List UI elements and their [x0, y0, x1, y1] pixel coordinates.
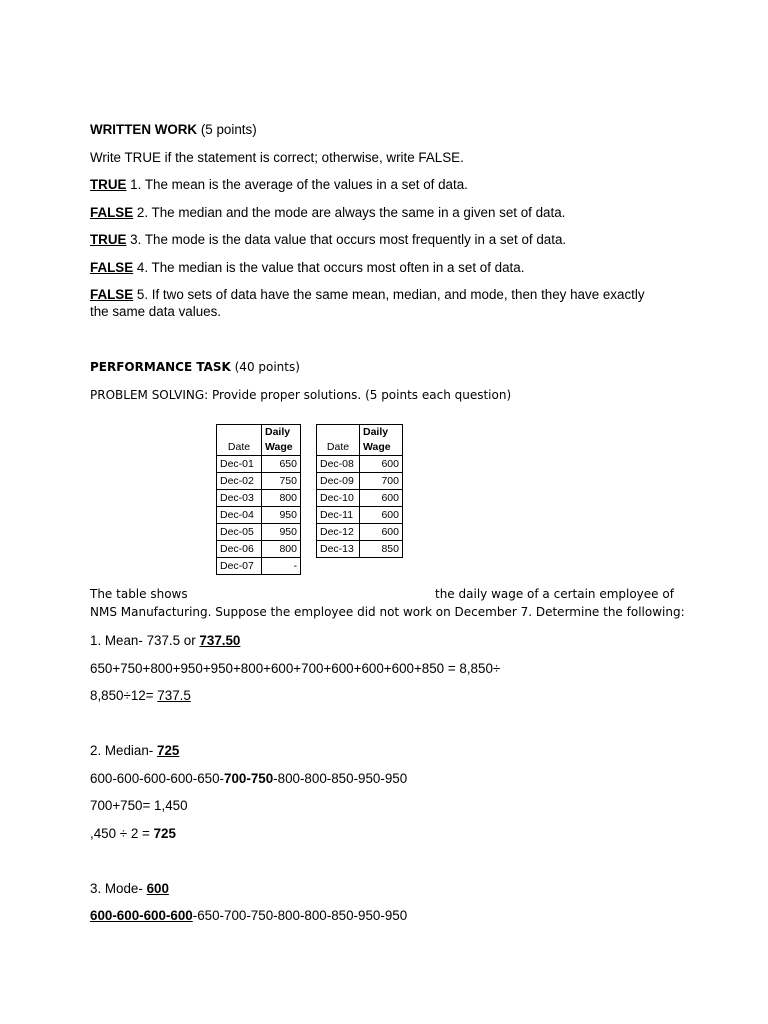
wage-table-right — [316, 424, 403, 558]
performance-task-points: (40 points) — [230, 360, 300, 374]
answer-2: FALSE — [90, 205, 134, 220]
cell-wage: 600 — [360, 524, 403, 541]
written-work-points: (5 points) — [197, 122, 257, 137]
cell-wage: 750 — [262, 473, 301, 490]
problem-text-line2: NMS Manufacturing. Suppose the employee did not work on December 7. Determine the following: — [90, 605, 685, 619]
table-row — [217, 558, 301, 575]
statement-2-text: 2. The median and the mode are always the same in a given set of data. — [133, 205, 566, 220]
cell-wage: 600 — [360, 490, 403, 507]
table-row — [217, 490, 301, 507]
cell-wage: 850 — [360, 541, 403, 558]
written-work-instruction: Write TRUE if the statement is correct; otherwise, write FALSE. — [90, 150, 464, 165]
statement-2 — [90, 204, 565, 221]
answer-3: TRUE — [90, 232, 127, 247]
cell-wage: 800 — [262, 541, 301, 558]
mean-label: 1. Mean- 737.5 or — [90, 633, 200, 648]
mean-work-2-prefix: 8,850÷12= — [90, 688, 158, 703]
written-work-title: WRITTEN WORK — [90, 122, 198, 137]
cell-date: Dec-01 — [217, 456, 262, 473]
statement-5 — [90, 286, 645, 303]
statement-4 — [90, 259, 524, 276]
problem-text-part1: The table shows — [90, 587, 188, 601]
table-header-wage — [262, 425, 301, 456]
cell-date: Dec-06 — [217, 541, 262, 558]
cell-wage: 800 — [262, 490, 301, 507]
problem-text-part2: the daily wage of a certain employee of — [435, 587, 674, 601]
table-row — [217, 541, 301, 558]
statement-1 — [90, 176, 468, 193]
table-row — [317, 524, 403, 541]
header-wage-line2: Wage — [265, 441, 293, 453]
mode-seq-post: -650-700-750-800-800-850-950-950 — [192, 908, 408, 923]
median-sequence — [90, 770, 407, 787]
cell-date: Dec-10 — [317, 490, 360, 507]
table-row — [217, 524, 301, 541]
table-row — [317, 473, 403, 490]
mean-answer: 737.50 — [199, 633, 241, 648]
statement-3 — [90, 231, 566, 248]
cell-wage: - — [262, 558, 301, 575]
cell-date: Dec-13 — [317, 541, 360, 558]
median-label: 2. Median- — [90, 743, 157, 758]
mode-seq-pre: 600-600-600-600 — [90, 908, 193, 923]
mean-work-2 — [90, 687, 191, 704]
answer-1: TRUE — [90, 177, 127, 192]
mean-heading — [90, 632, 240, 649]
wage-table-left — [216, 424, 301, 575]
table-header-date: Date — [317, 425, 360, 456]
answer-4: FALSE — [90, 260, 134, 275]
cell-date: Dec-02 — [217, 473, 262, 490]
table-row — [217, 473, 301, 490]
table-row — [317, 490, 403, 507]
mean-work-2-answer: 737.5 — [157, 688, 191, 703]
performance-task-instruction: PROBLEM SOLVING: Provide proper solutions. (5 points each question) — [90, 388, 512, 402]
mode-label: 3. Mode- — [90, 881, 147, 896]
median-answer: 725 — [157, 743, 180, 758]
table-row — [317, 507, 403, 524]
cell-wage: 950 — [262, 524, 301, 541]
median-work-1: 700+750= 1,450 — [90, 798, 188, 813]
cell-date: Dec-05 — [217, 524, 262, 541]
table-header-wage — [360, 425, 403, 456]
median-work-2 — [90, 825, 176, 842]
cell-date: Dec-07 — [217, 558, 262, 575]
statement-5-continuation: the same data values. — [90, 304, 222, 319]
table-header-date: Date — [217, 425, 262, 456]
mean-work-1: 650+750+800+950+950+800+600+700+600+600+600+850 = 8,850÷ — [90, 661, 501, 676]
median-work-2-prefix: ,450 ÷ 2 = — [90, 826, 154, 841]
cell-date: Dec-09 — [317, 473, 360, 490]
cell-date: Dec-03 — [217, 490, 262, 507]
cell-date: Dec-12 — [317, 524, 360, 541]
header-wage-line2: Wage — [363, 441, 391, 453]
table-row — [317, 541, 403, 558]
cell-wage: 950 — [262, 507, 301, 524]
cell-wage: 600 — [360, 456, 403, 473]
header-wage-line1: Daily — [265, 426, 291, 438]
performance-task-heading — [90, 359, 300, 376]
median-seq-pre: 600-600-600-600-650- — [90, 771, 225, 786]
answer-5: FALSE — [90, 287, 134, 302]
mode-answer: 600 — [146, 881, 169, 896]
median-work-2-answer: 725 — [153, 826, 176, 841]
table-row — [217, 507, 301, 524]
median-heading — [90, 742, 179, 759]
statement-3-text: 3. The mode is the data value that occurs most frequently in a set of data. — [126, 232, 567, 247]
mode-sequence — [90, 907, 407, 924]
written-work-heading — [90, 121, 257, 138]
cell-wage: 600 — [360, 507, 403, 524]
cell-wage: 700 — [360, 473, 403, 490]
table-row — [217, 456, 301, 473]
statement-1-text: 1. The mean is the average of the values in a set of data. — [126, 177, 468, 192]
performance-task-title: PERFORMANCE TASK — [90, 360, 231, 374]
cell-date: Dec-04 — [217, 507, 262, 524]
cell-date: Dec-11 — [317, 507, 360, 524]
statement-5-text: 5. If two sets of data have the same mean, median, and mode, then they have exactly — [133, 287, 645, 302]
cell-wage: 650 — [262, 456, 301, 473]
mode-heading — [90, 880, 169, 897]
statement-4-text: 4. The median is the value that occurs most often in a set of data. — [133, 260, 525, 275]
header-wage-line1: Daily — [363, 426, 389, 438]
median-seq-mid: 700-750 — [224, 771, 274, 786]
table-row — [317, 456, 403, 473]
cell-date: Dec-08 — [317, 456, 360, 473]
median-seq-post: -800-800-850-950-950 — [273, 771, 408, 786]
